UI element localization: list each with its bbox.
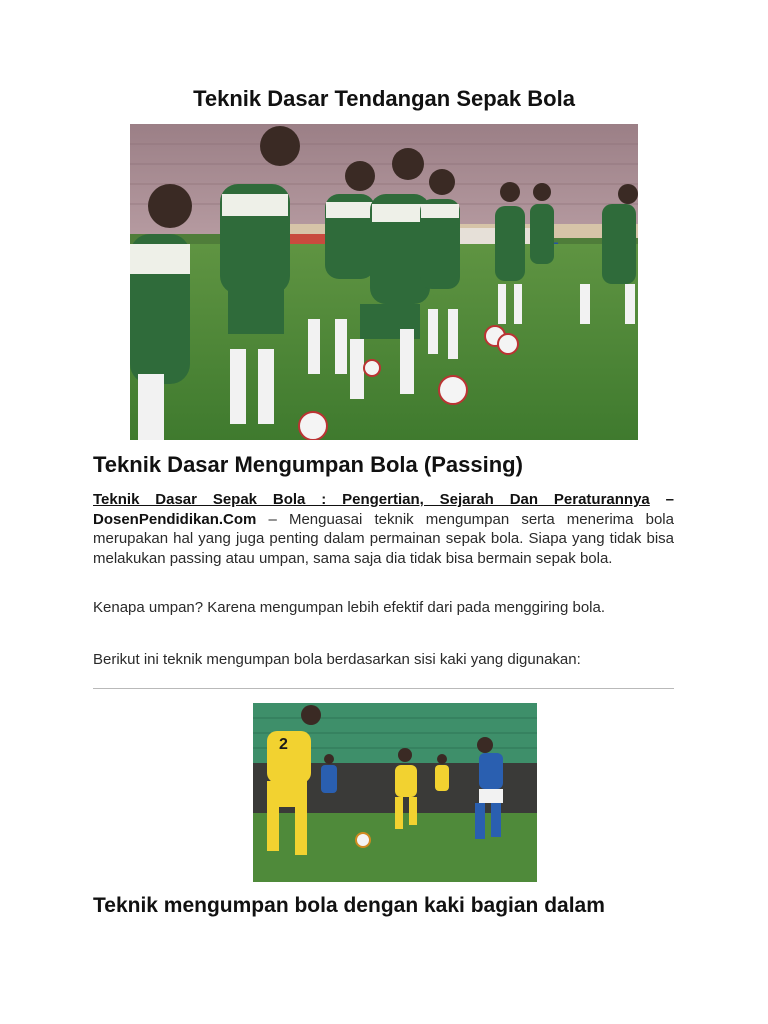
horizontal-divider bbox=[93, 688, 674, 689]
intro-dash: – bbox=[649, 491, 674, 508]
match-photo bbox=[253, 703, 537, 882]
related-article-link[interactable]: Teknik Dasar Sepak Bola : Pengertian, Sejarah Dan Peraturannya bbox=[93, 491, 650, 508]
why-pass-paragraph: Kenapa umpan? Karena mengumpan lebih efektif dari pada menggiring bola. bbox=[93, 599, 606, 616]
section-heading-passing: Teknik Dasar Mengumpan Bola (Passing) bbox=[93, 452, 523, 477]
section-heading-inner-foot: Teknik mengumpan bola dengan kaki bagian dalam bbox=[93, 894, 605, 917]
list-intro-paragraph: Berikut ini teknik mengumpan bola berdasarkan sisi kaki yang digunakan: bbox=[93, 651, 581, 668]
match-ball bbox=[356, 833, 370, 847]
match-photo-illustration bbox=[253, 703, 537, 882]
intro-paragraph bbox=[93, 490, 674, 568]
training-photo-illustration bbox=[130, 124, 638, 440]
site-name: DosenPendidikan.Com bbox=[93, 510, 257, 528]
page-title: Teknik Dasar Tendangan Sepak Bola bbox=[193, 86, 575, 111]
training-photo bbox=[130, 124, 638, 440]
intro-body-text: – Menguasai teknik mengumpan serta menerima bola merupakan hal yang juga penting dalam permainan sepak bola. Siapa yang tidak bisa melakukan passing atau umpan, sama saja dia tidak bisa bermain sepak bola. bbox=[93, 510, 674, 567]
shirt-number: 2 bbox=[279, 736, 288, 753]
